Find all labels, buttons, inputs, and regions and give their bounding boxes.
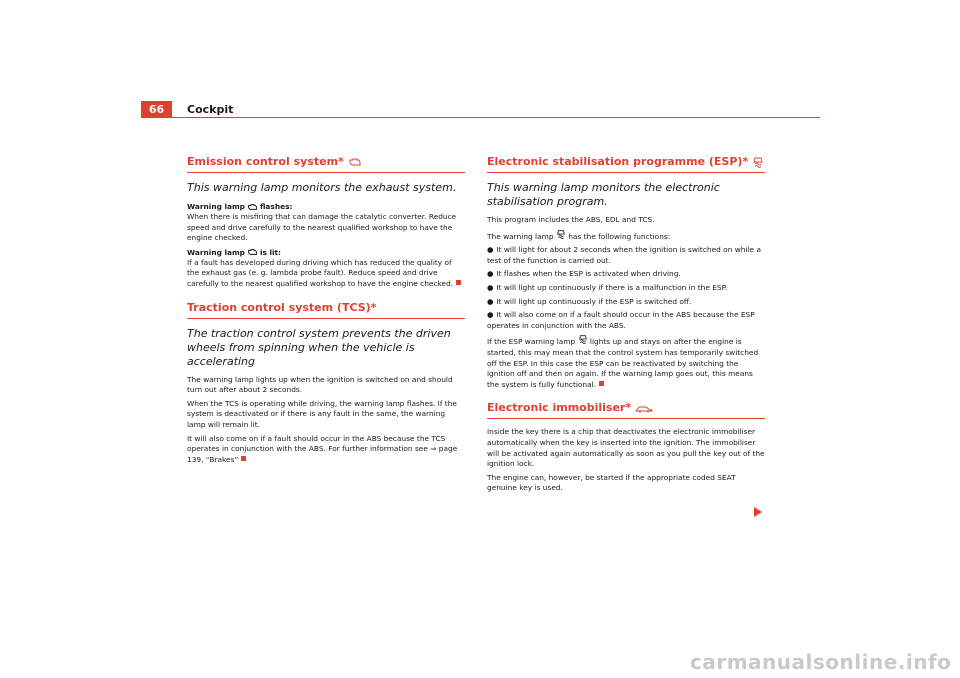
esp-bullet: ● It will light up continuously if there is a malfunction in the ESP.	[487, 282, 728, 292]
emission-rule	[187, 172, 465, 173]
immobiliser-paragraph-2: The engine can, however, be started if the appropriate coded SEAT genuine key is used.	[487, 472, 736, 493]
immobiliser-section-title: Electronic immobiliser*	[487, 401, 765, 415]
tcs-subtitle: The traction control system prevents the driven wheels from spinning when the vehicle is accelerating	[187, 326, 451, 368]
engine-warning-icon	[348, 157, 362, 167]
tcs-rule	[187, 318, 465, 319]
engine-warning-icon	[247, 248, 258, 256]
left-column	[187, 155, 465, 468]
right-column	[487, 155, 765, 497]
esp-subtitle: This warning lamp monitors the electronic stabilisation program.	[487, 181, 720, 208]
header-rule	[172, 117, 820, 118]
tcs-paragraph-2: When the TCS is operating while driving, the warning lamp flashes. If the system is deactivated or if there is any fault in the same, the warning lamp will remain lit.	[187, 398, 457, 429]
esp-warning-icon	[578, 334, 588, 344]
esp-paragraph-1: This program includes the ABS, EDL and TCS.	[487, 215, 655, 224]
emission-text-flashes: When there is misfiring that can damage the catalytic converter. Reduce speed and drive carefully to the nearest qualified workshop to have the engine checked.	[187, 212, 457, 243]
emission-subtitle: This warning lamp monitors the exhaust system.	[187, 181, 457, 194]
esp-bullet: ● It will light up continuously if the ESP is switched off.	[487, 296, 692, 306]
tcs-section-title: Traction control system (TCS)*	[187, 300, 377, 314]
emission-section-title: Emission control system*	[187, 155, 465, 169]
esp-bullet: ● It will also come on if a fault should occur in the ABS because the ESP operates in conjunction with the ABS.	[487, 310, 755, 330]
emission-label-lit: Warning lamp is lit:	[187, 247, 282, 257]
section-end-marker	[599, 381, 604, 386]
immobiliser-paragraph-1: Inside the key there is a chip that deactivates the electronic immobiliser automatically when the key is inserted into the ignition. The immobiliser will be activated again automatically as soon as you pull the key out of the ignition lock.	[487, 427, 765, 469]
esp-warning-icon	[752, 156, 764, 168]
immobiliser-car-icon	[635, 404, 653, 413]
tcs-paragraph-1: The warning lamp lights up when the ignition is switched on and should turn out after about 2 seconds.	[187, 374, 453, 395]
esp-bullet: ● It flashes when the ESP is activated when driving.	[487, 269, 681, 279]
next-page-arrow-icon	[754, 507, 762, 517]
esp-rule	[487, 172, 765, 173]
emission-text-lit: If a fault has developed during driving which has reduced the quality of the exhaust gas (e. g. lambda probe fault). Reduce speed and drive carefully to the nearest qualified workshop to have the engine checked.	[187, 258, 465, 290]
tcs-paragraph-3: It will also come on if a fault should occur in the ABS because the TCS operates in conjunction with the ABS. For further information see ⇒ page 139, “Brakes”	[187, 433, 458, 464]
esp-warning-icon	[556, 229, 566, 239]
section-end-marker	[241, 456, 246, 461]
page-header-title: Cockpit	[187, 103, 234, 116]
esp-paragraph-3: If the ESP warning lamp lights up and stays on after the engine is started, this may mean that the control system has temporarily switched off the ESP. In this case the ESP can be reactivated by switching the ignition off and then on again. If the warning lamp goes out, this means the system is fully functional.	[487, 334, 765, 390]
engine-warning-icon	[247, 203, 258, 211]
page-number: 66	[148, 103, 165, 116]
esp-paragraph-2: The warning lamp has the following functions:	[487, 229, 765, 243]
emission-label-flashes: Warning lamp flashes:	[187, 202, 293, 211]
esp-bullet: ● It will light for about 2 seconds when the ignition is switched on while a test of the function is carried out.	[487, 245, 761, 265]
section-end-marker	[456, 280, 461, 285]
watermark: carmanualsonline.info	[690, 650, 952, 674]
esp-section-title: Electronic stabilisation programme (ESP)*	[487, 155, 765, 169]
